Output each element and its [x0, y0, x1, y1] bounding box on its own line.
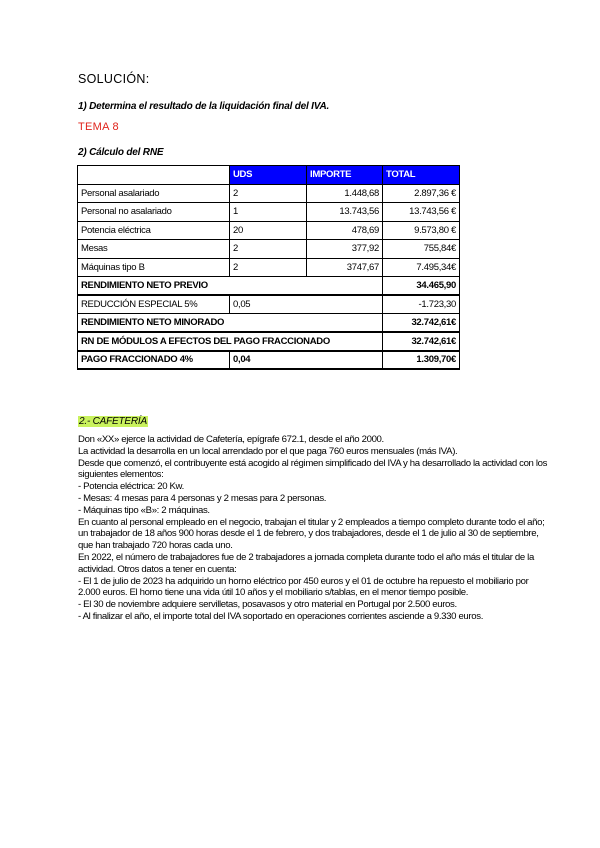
header-blank [78, 166, 230, 185]
row-total: 13.743,56 € [383, 203, 460, 222]
text-line: - Potencia eléctrica: 20 Kw. [78, 481, 184, 493]
rendimiento-neto-minorado-label: RENDIMIENTO NETO MINORADO [78, 314, 383, 333]
pago-fraccionado-label: PAGO FRACCIONADO 4% [78, 351, 230, 370]
text-line: - El 1 de julio de 2023 ha adquirido un horno eléctrico por 450 euros y el 01 de octubre ha repuesto el mobiliario por [78, 575, 529, 587]
row-concept: Máquinas tipo B [78, 258, 230, 277]
text-line: - Al finalizar el año, el importe total del IVA soportado en operaciones corrientes asciende a 9.330 euros. [78, 610, 484, 622]
table-row [78, 184, 460, 203]
text-line: que han trabajado 720 horas cada uno. [78, 540, 233, 552]
question-1 [78, 101, 329, 112]
table-row [78, 203, 460, 222]
text-line: - Mesas: 4 mesas para 4 personas y 2 mesas para 2 personas. [78, 492, 327, 504]
pago-fraccionado-value: 0,04 [230, 351, 383, 370]
row-total: 7.495,34€ [383, 258, 460, 277]
reduccion-especial-total: -1.723,30 [383, 295, 460, 314]
row-uds: 2 [230, 184, 307, 203]
row-concept: Personal no asalariado [78, 203, 230, 222]
row-importe: 3747,67 [307, 258, 383, 277]
rendimiento-neto-previo-label: RENDIMIENTO NETO PREVIO [78, 277, 383, 296]
text-line: Desde que comenzó, el contribuyente está acogido al régimen simplificado del IVA y ha desarrollado la actividad con los [78, 457, 548, 469]
cafeteria-title: 2.- CAFETERÍA [79, 416, 147, 427]
row-uds: 2 [230, 240, 307, 259]
text-line: - Máquinas tipo «B»: 2 máquinas. [78, 504, 210, 516]
row-total: 9.573,80 € [383, 221, 460, 240]
text-line: 2.000 euros. El horno tiene una vida útil 10 años y el mobiliario s/tablas, en el menor tiempo posible. [78, 587, 469, 599]
text-line: un trabajador de 18 años 900 horas desde el 1 de febrero, y dos trabajadores, desde el 1 de julio al 30 de septiembre, [78, 528, 539, 540]
tema-label: TEMA 8 [78, 121, 119, 133]
question-1-text: Determina el resultado de la liquidación final del IVA. [86, 101, 330, 112]
reduccion-especial-label: REDUCCIÓN ESPECIAL 5% [78, 295, 230, 314]
question-1-number: 1) [78, 101, 87, 112]
text-line: - El 30 de noviembre adquiere servilletas, posavasos y otro material en Portugal por 2.500 euros. [78, 599, 457, 611]
text-line: siguientes elementos: [78, 469, 164, 481]
text-line: actividad. Otros datos a tener en cuenta: [78, 563, 237, 575]
row-importe: 13.743,56 [307, 203, 383, 222]
rendimiento-neto-previo-row [78, 277, 460, 296]
rendimiento-neto-minorado-total: 32.742,61€ [383, 314, 460, 333]
statement-text [78, 434, 558, 623]
table-row [78, 240, 460, 259]
row-uds: 2 [230, 258, 307, 277]
header-importe: IMPORTE [307, 166, 383, 185]
rendimiento-neto-previo-total: 34.465,90 [383, 277, 460, 296]
header-uds: UDS [230, 166, 307, 185]
reduccion-especial-value: 0,05 [230, 295, 383, 314]
table-row [78, 258, 460, 277]
text-line: La actividad la desarrolla en un local arrendado por el que paga 760 euros mensuales (más IVA). [78, 445, 458, 457]
pago-fraccionado-total: 1.309,70€ [383, 351, 460, 370]
table-row [78, 221, 460, 240]
reduccion-especial-row [78, 295, 460, 314]
row-importe: 377,92 [307, 240, 383, 259]
solution-heading: SOLUCIÓN: [78, 72, 150, 86]
rn-modulos-row [78, 332, 460, 351]
question-2: 2) Cálculo del RNE [78, 147, 164, 158]
row-concept: Potencia eléctrica [78, 221, 230, 240]
row-total: 755,84€ [383, 240, 460, 259]
row-importe: 1.448,68 [307, 184, 383, 203]
rne-table [77, 165, 460, 370]
table-header-row [78, 166, 460, 185]
row-total: 2.897,36 € [383, 184, 460, 203]
rn-modulos-total: 32.742,61€ [383, 332, 460, 351]
rn-modulos-label: RN DE MÓDULOS A EFECTOS DEL PAGO FRACCIONADO [78, 332, 383, 351]
rendimiento-neto-minorado-row [78, 314, 460, 333]
text-line: Don «XX» ejerce la actividad de Cafetería, epígrafe 672.1, desde el año 2000. [78, 434, 384, 445]
row-concept: Mesas [78, 240, 230, 259]
pago-fraccionado-row [78, 351, 460, 370]
row-uds: 1 [230, 203, 307, 222]
row-importe: 478,69 [307, 221, 383, 240]
text-line: En 2022, el número de trabajadores fue de 2 trabajadores a jornada completa durante todo el año más el titular de la [78, 551, 534, 563]
header-total: TOTAL [383, 166, 460, 185]
row-uds: 20 [230, 221, 307, 240]
text-line: En cuanto al personal empleado en el negocio, trabajan el titular y 2 empleados a tiempo completo durante todo el año; [78, 516, 545, 528]
row-concept: Personal asalariado [78, 184, 230, 203]
